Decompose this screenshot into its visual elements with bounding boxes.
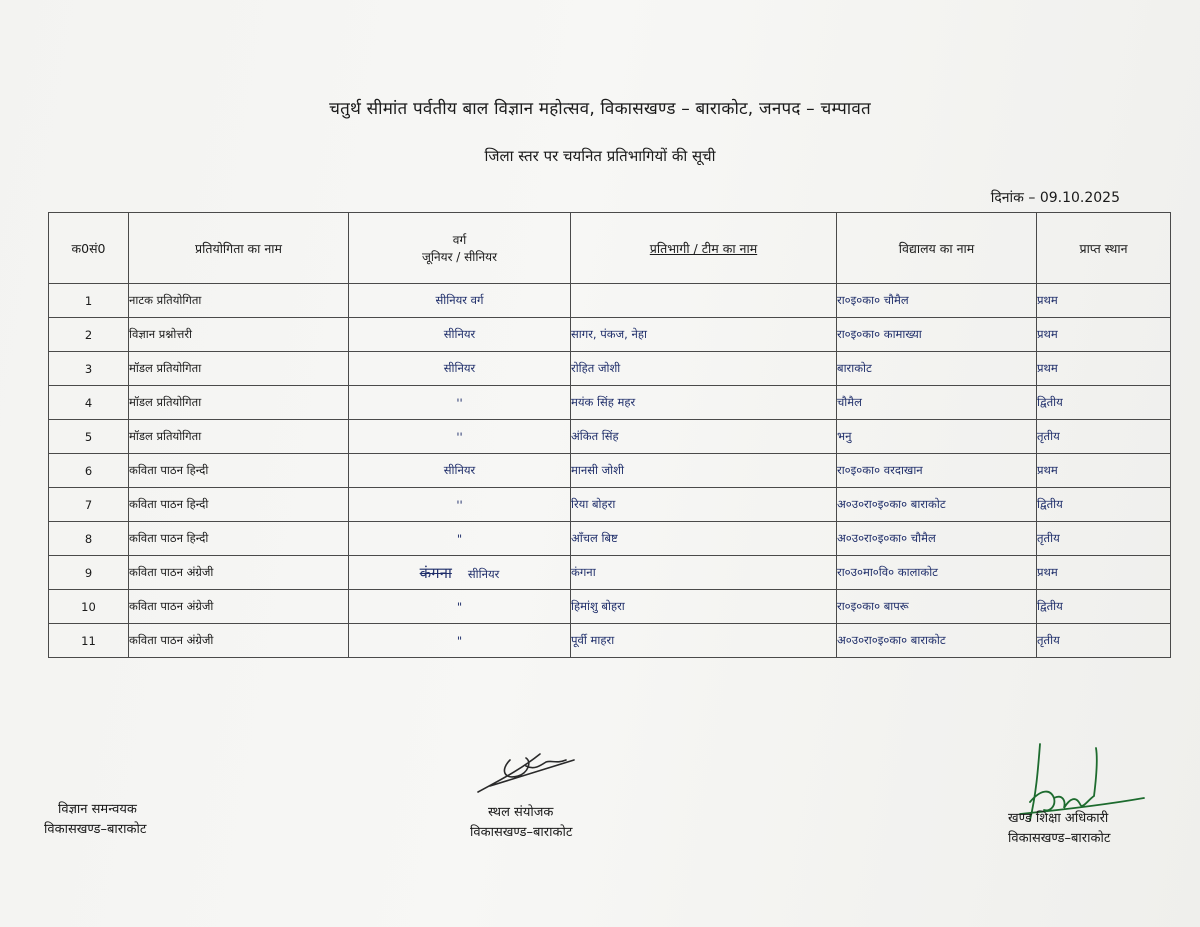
participants-table (48, 212, 1171, 658)
cell-category (349, 556, 571, 590)
signature-mark-venue-convenor (470, 740, 580, 800)
cell-participant: कंगना (571, 556, 837, 590)
table-row (49, 488, 1171, 522)
cell-participant: आँचल बिष्ट (571, 522, 837, 556)
cell-participant: अंकित सिंह (571, 420, 837, 454)
table-row (49, 624, 1171, 658)
signature-venue-convenor (470, 803, 572, 843)
header-competition: प्रतियोगिता का नाम (129, 213, 349, 284)
cell-position: प्रथम (1037, 284, 1171, 318)
table-row (49, 556, 1171, 590)
cell-category: सीनियर (349, 352, 571, 386)
cell-participant: रोहित जोशी (571, 352, 837, 386)
cell-competition: मॉडल प्रतियोगिता (129, 420, 349, 454)
table-row (49, 386, 1171, 420)
cell-competition: मॉडल प्रतियोगिता (129, 352, 349, 386)
cell-serial: 9 (49, 556, 129, 590)
cell-position: तृतीय (1037, 420, 1171, 454)
cell-category: सीनियर (349, 454, 571, 488)
document-date: दिनांक – 09.10.2025 (990, 190, 1120, 206)
cell-position: तृतीय (1037, 624, 1171, 658)
header-school: विद्यालय का नाम (837, 213, 1037, 284)
cell-category: '' (349, 488, 571, 522)
cell-school: अ०उ०रा०इ०का० बाराकोट (837, 488, 1037, 522)
cell-school: अ०उ०रा०इ०का० चौमैल (837, 522, 1037, 556)
cell-position: प्रथम (1037, 454, 1171, 488)
header-participant-label: प्रतिभागी / टीम का नाम (649, 240, 758, 256)
document-title: चतुर्थ सीमांत पर्वतीय बाल विज्ञान महोत्सव, विकासखण्ड – बाराकोट, जनपद – चम्पावत (329, 99, 871, 119)
cell-participant: मानसी जोशी (571, 454, 837, 488)
cell-school: रा०इ०का० बापरू (837, 590, 1037, 624)
cell-position: प्रथम (1037, 352, 1171, 386)
table-row (49, 352, 1171, 386)
cell-position: प्रथम (1037, 318, 1171, 352)
cell-participant: पूर्वी माहरा (571, 624, 837, 658)
cell-position: द्वितीय (1037, 386, 1171, 420)
table-row (49, 318, 1171, 352)
cell-school: अ०उ०रा०इ०का० बाराकोट (837, 624, 1037, 658)
cell-serial: 8 (49, 522, 129, 556)
table-row (49, 590, 1171, 624)
table-row (49, 454, 1171, 488)
cell-participant: सागर, पंकज, नेहा (571, 318, 837, 352)
cell-position: द्वितीय (1037, 590, 1171, 624)
cell-school: रा०इ०का० कामाख्या (837, 318, 1037, 352)
header-category-line1: वर्ग (452, 233, 467, 247)
signature-right-role: खण्ड शिक्षा अधिकारी (1008, 811, 1109, 826)
cell-serial: 3 (49, 352, 129, 386)
cell-category: '' (349, 420, 571, 454)
cell-participant: रिया बोहरा (571, 488, 837, 522)
table-header-row (49, 213, 1171, 284)
signature-left-block: विकासखण्ड–बाराकोट (44, 822, 147, 837)
cell-participant: मयंक सिंह महर (571, 386, 837, 420)
cell-school: रा०इ०का० वरदाखान (837, 454, 1037, 488)
header-category-line2: जूनियर / सीनियर (421, 250, 498, 264)
cell-category: सीनियर (349, 318, 571, 352)
cell-competition: कविता पाठन हिन्दी (129, 454, 349, 488)
cell-category: '' (349, 386, 571, 420)
cell-serial: 1 (49, 284, 129, 318)
cell-competition: कविता पाठन हिन्दी (129, 488, 349, 522)
struck-entry: कंगना (419, 563, 452, 582)
cell-category: " (349, 590, 571, 624)
header-category (349, 213, 571, 284)
signature-left-role: विज्ञान समन्वयक (58, 802, 137, 817)
cell-serial: 10 (49, 590, 129, 624)
cell-competition: मॉडल प्रतियोगिता (129, 386, 349, 420)
cell-school: बाराकोट (837, 352, 1037, 386)
cell-competition: कविता पाठन अंग्रेजी (129, 590, 349, 624)
cell-competition: कविता पाठन अंग्रेजी (129, 556, 349, 590)
header-participant (571, 213, 837, 284)
cell-school: चौमैल (837, 386, 1037, 420)
cell-category: " (349, 522, 571, 556)
signature-center-block: विकासखण्ड–बाराकोट (470, 825, 573, 840)
signature-center-role: स्थल संयोजक (488, 805, 554, 820)
cell-category: सीनियर वर्ग (349, 284, 571, 318)
header-serial: क0सं0 (49, 213, 129, 284)
cell-serial: 2 (49, 318, 129, 352)
cell-serial: 7 (49, 488, 129, 522)
cell-serial: 11 (49, 624, 129, 658)
cell-serial: 4 (49, 386, 129, 420)
cell-competition: कविता पाठन हिन्दी (129, 522, 349, 556)
cell-competition: विज्ञान प्रश्नोत्तरी (129, 318, 349, 352)
cell-position: द्वितीय (1037, 488, 1171, 522)
table-row (49, 420, 1171, 454)
cell-school: भनु (837, 420, 1037, 454)
cell-serial: 5 (49, 420, 129, 454)
cell-position: तृतीय (1037, 522, 1171, 556)
cell-school: रा०उ०मा०वि० कालाकोट (837, 556, 1037, 590)
cell-competition: नाटक प्रतियोगिता (129, 284, 349, 318)
cell-serial: 6 (49, 454, 129, 488)
cell-competition: कविता पाठन अंग्रेजी (129, 624, 349, 658)
cell-category-value: सीनियर (467, 566, 500, 581)
cell-participant: हिमांशु बोहरा (571, 590, 837, 624)
document-subtitle: जिला स्तर पर चयनित प्रतिभागियों की सूची (484, 147, 716, 165)
table-row (49, 284, 1171, 318)
header-position: प्राप्त स्थान (1037, 213, 1171, 284)
cell-category: " (349, 624, 571, 658)
signature-right-block: विकासखण्ड–बाराकोट (1008, 831, 1111, 846)
signature-block-education-officer (1008, 809, 1110, 849)
table-row (49, 522, 1171, 556)
cell-position: प्रथम (1037, 556, 1171, 590)
cell-participant (571, 284, 837, 318)
cell-school: रा०इ०का० चौमैल (837, 284, 1037, 318)
signature-science-coordinator (44, 800, 146, 840)
